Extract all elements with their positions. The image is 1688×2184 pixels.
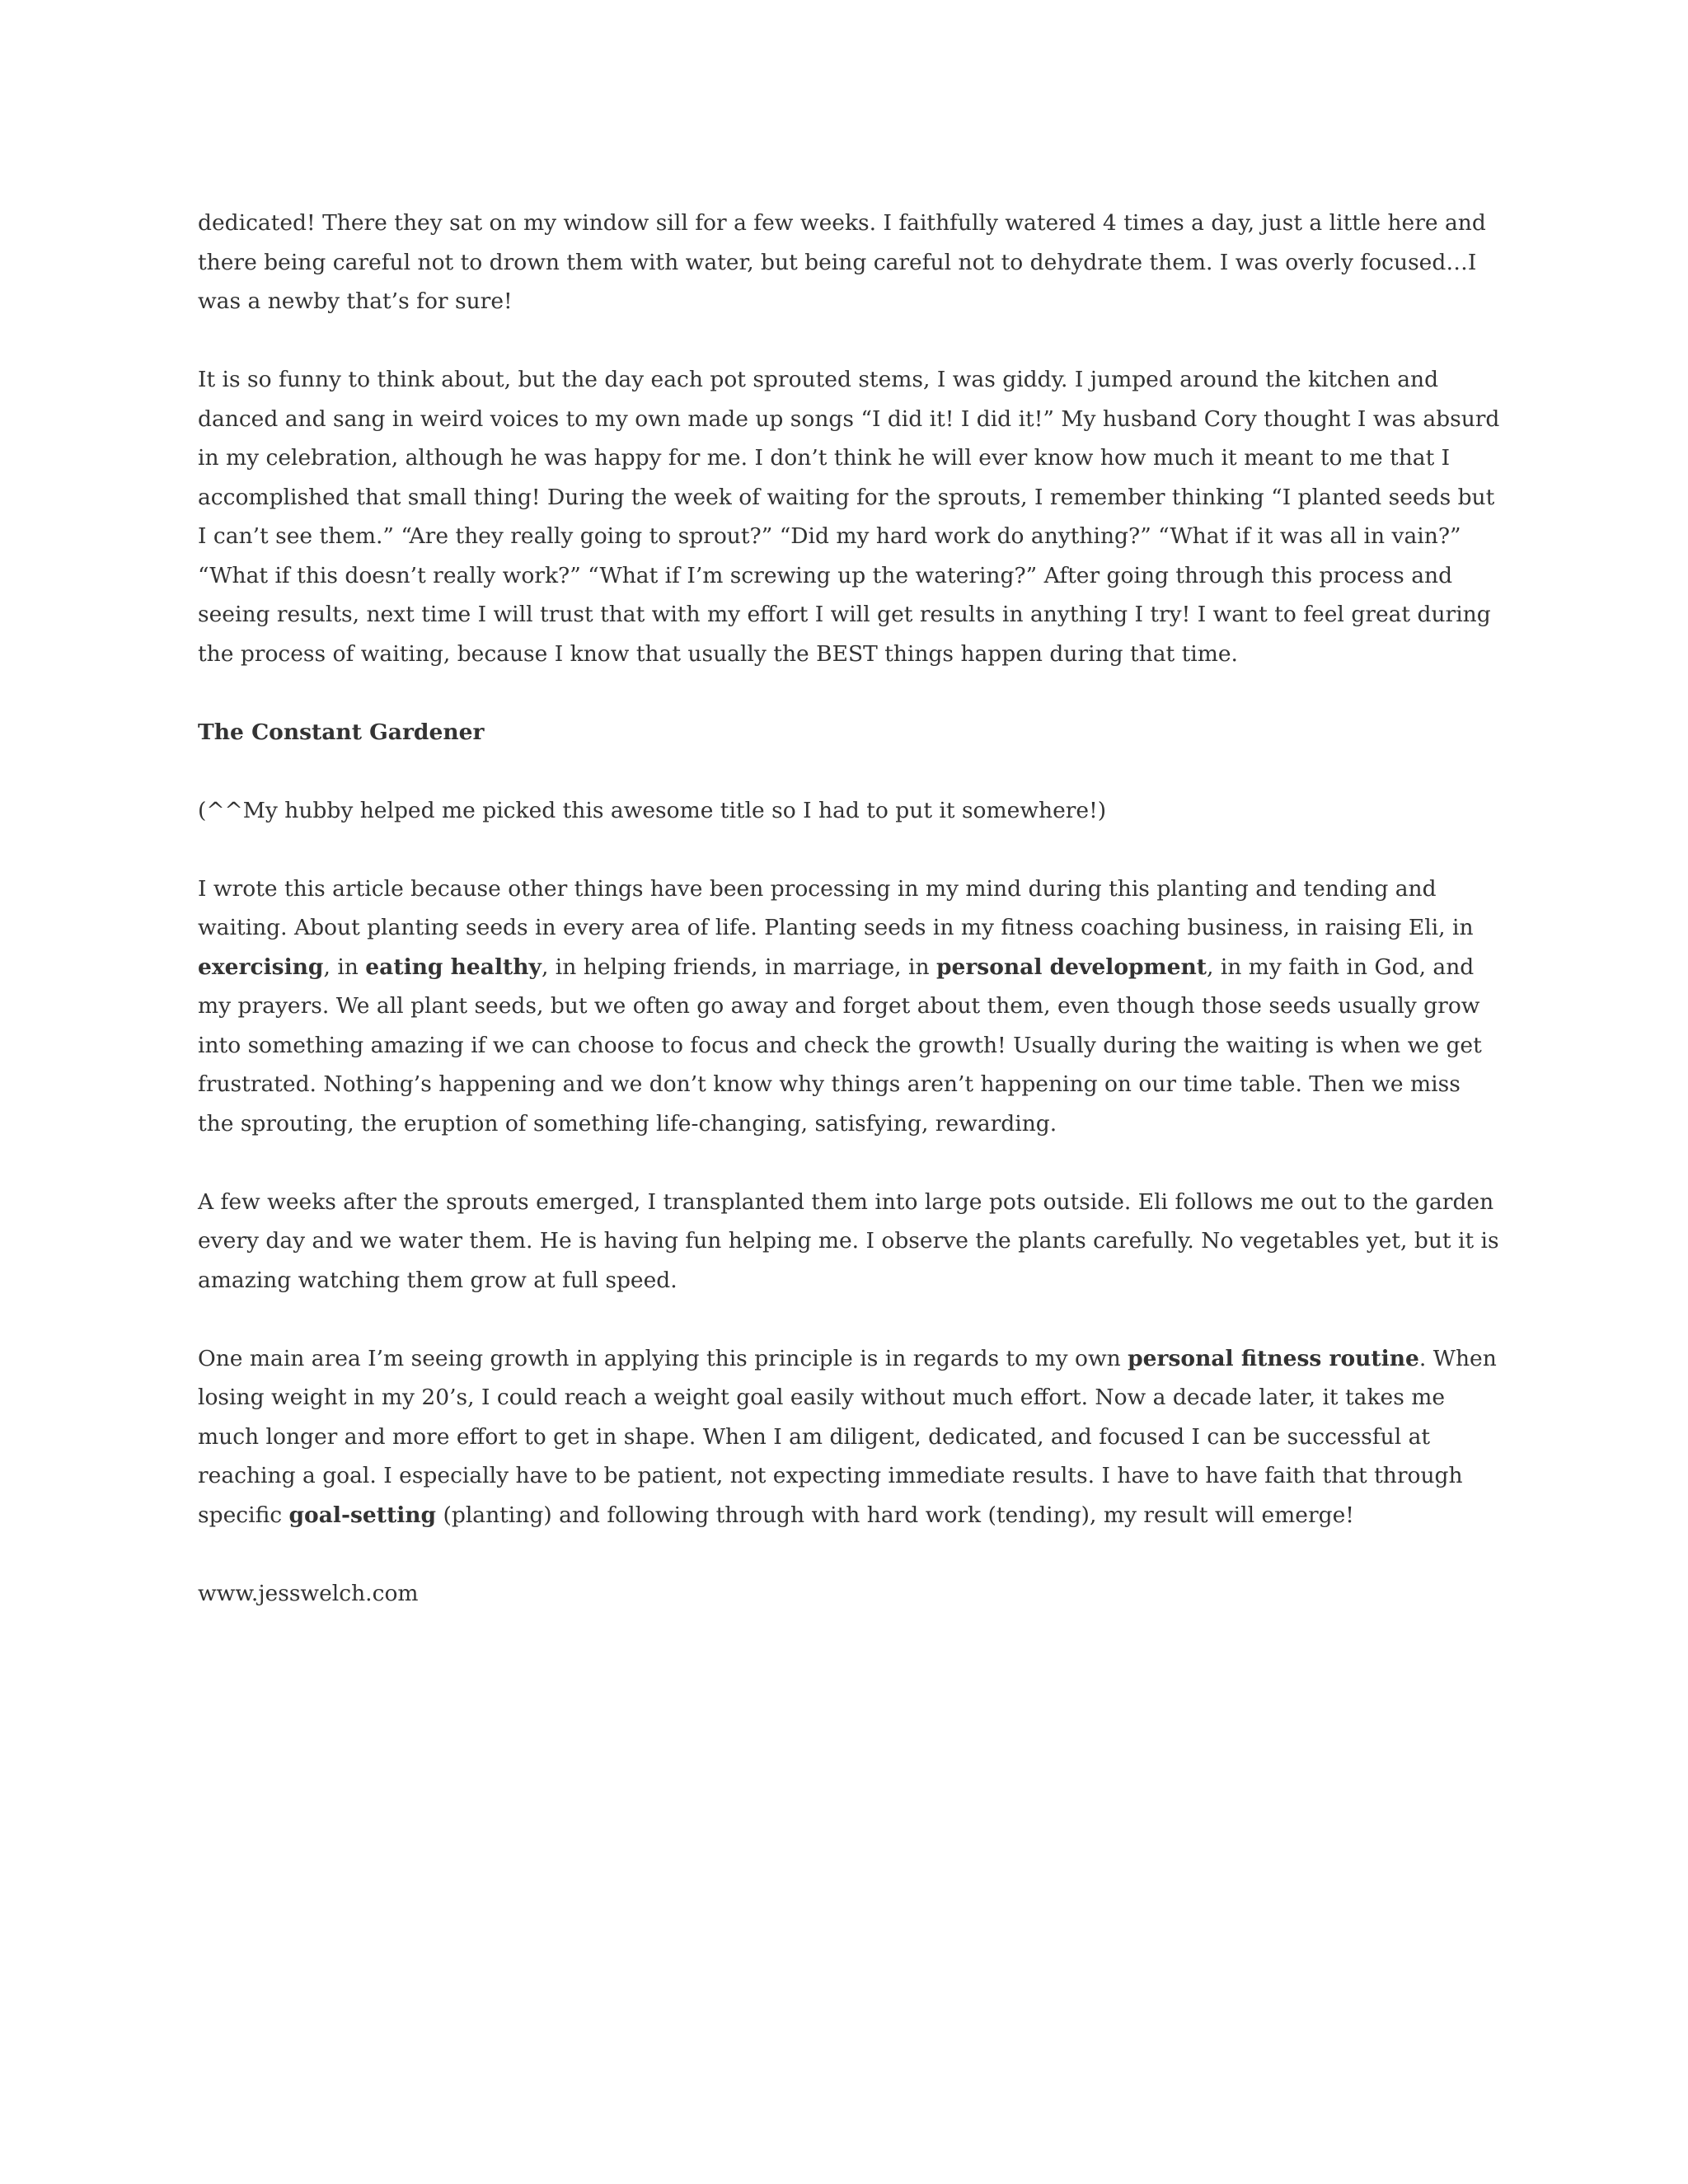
paragraph-sprouting: It is so funny to think about, but the day each pot sprouted stems, I was giddy. I jumped around the kitchen and danced and sang in weird voices to my own made up songs “I did it! I did it!” My husband Cory thought I was absurd in my celebration, although he was happy for me. I don’t think he will ever know how much it meant to me that I accomplished that small thing! During the week of waiting for the sprouts, I remember thinking “I planted seeds but I can’t see them.” “Are they really going to sprout?” “Did my hard work do anything?” “What if it was all in vain?” “What if this doesn’t really work?” “What if I’m screwing up the watering?” After going through this process and seeing results, next time I will trust that with my effort I will get results in anything I try! I want to feel great during the process of waiting, because I know that usually the BEST things happen during that time. xyxy=(198,367,1500,667)
section-heading: The Constant Gardener xyxy=(198,719,485,745)
paragraph-planting-seeds xyxy=(198,869,1500,1144)
link-exercising[interactable]: exercising xyxy=(198,954,324,980)
paragraph-transplanting: A few weeks after the sprouts emerged, I transplanted them into large pots outside. Eli follows me out to the garden every day and we water them. He is having fun helping me. I observe the plants carefully. No vegetables yet, but it is amazing watching them grow at full speed. xyxy=(198,1188,1499,1293)
text-run: One main area I’m seeing growth in applying this principle is in regards to my own xyxy=(198,1345,1128,1371)
link-personal-fitness-routine[interactable]: personal fitness routine xyxy=(1128,1345,1419,1371)
article-body xyxy=(198,204,1500,1652)
paragraph-fitness-routine xyxy=(198,1339,1500,1535)
text-run: , in my faith in God, and my prayers. We all plant seeds, but we often go away and forget about them, even though those seeds usually grow into something amazing if we can choose to focus and check the growth! Usually during the waiting is when we get frustrated. Nothing’s happening and we don’t know why things aren’t happening on our time table. Then we miss the sprouting, the eruption of something life-changing, satisfying, rewarding. xyxy=(198,954,1482,1137)
paragraph-window-sill: dedicated! There they sat on my window sill for a few weeks. I faithfully watered 4 times a day, just a little here and there being careful not to drown them with water, but being careful not to dehydrate them. I was overly focused…I was a newby that’s for sure! xyxy=(198,210,1486,314)
website-url[interactable]: www.jesswelch.com xyxy=(198,1580,419,1606)
text-run: (planting) and following through with hard work (tending), my result will emerge! xyxy=(436,1502,1354,1528)
paragraph-title-note: (^^My hubby helped me picked this awesome title so I had to put it somewhere!) xyxy=(198,797,1107,823)
text-run: I wrote this article because other things have been processing in my mind during this planting and tending and waiting. About planting seeds in every area of life. Planting seeds in my fitness coaching business, in raising Eli, in xyxy=(198,875,1474,940)
text-run: , in helping friends, in marriage, in xyxy=(541,954,936,980)
link-goal-setting[interactable]: goal-setting xyxy=(288,1502,437,1528)
text-run: . When losing weight in my 20’s, I could reach a weight goal easily without much effort. Now a decade later, it takes me much longer and more effort to get in shape. When I am diligent, dedicated, and focused I can be successful at reaching a goal. I especially have to be patient, not expecting immediate results. I have to have faith that through specific xyxy=(198,1345,1497,1528)
text-run: , in xyxy=(323,954,366,980)
link-personal-development[interactable]: personal development xyxy=(935,954,1207,980)
link-eating-healthy[interactable]: eating healthy xyxy=(365,954,542,980)
website-link[interactable] xyxy=(198,1574,1500,1614)
